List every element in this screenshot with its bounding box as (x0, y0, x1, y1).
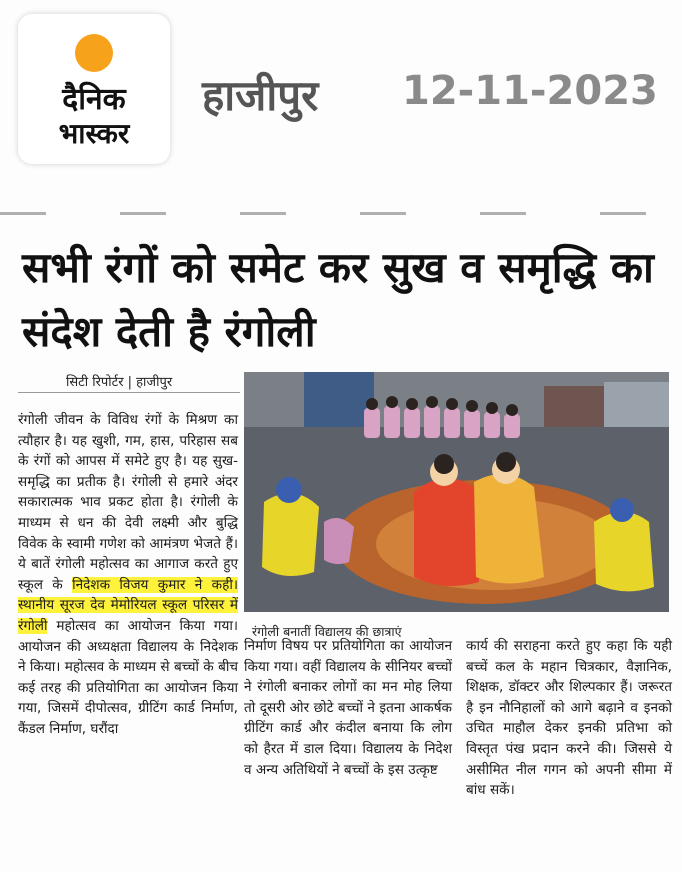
logo-line-2: भास्कर (58, 117, 130, 150)
highlighted-text: निदेशक विजय कुमार ने कही। स्थानीय सूरज देव मेमोरियल स्कूल परिसर में रंगोली (18, 576, 238, 634)
rangoli-photo-illustration (244, 372, 669, 612)
article-byline: सिटी रिपोर्टर | हाजीपुर (66, 375, 173, 390)
rangoli-photo (244, 372, 669, 612)
edition-date: 12-11-2023 (402, 68, 658, 114)
dainik-bhaskar-logo (18, 14, 170, 164)
photo-caption: रंगोली बनातीं विद्यालय की छात्राएं (252, 624, 402, 639)
article-column-1 (18, 410, 238, 740)
column-1-text-a: रंगोली जीवन के विविध रंगों के मिश्रण का त्यौहार है। यह खुशी, गम, हास, परिहास सब के रंगों को आपस में समेटे हुए है। यह सुख-समृद्धि का प्रतीक है। रंगोली से हमारे अंदर सकारात्मक भाव प्रकट होता है। रंगोली के माध्यम से धन की देवी लक्ष्मी और बुद्धि विवेक के स्वामी गणेश को आमंत्रण भेजते हैं। ये बातें रंगोली महोत्सव का आगाज करते हुए स्कूल के (18, 412, 238, 593)
column-1-text-b: महोत्सव का आयोजन किया गया। आयोजन की अध्यक्षता विद्यालय के निदेशक ने किया। महोत्सव के माध्यम से बच्चों के बीच कई तरह की प्रतियोगिता का आयोजन किया गया, जिसमें दीपोत्सव, ग्रीटिंग कार्ड निर्माण, कैंडल निर्माण, घरौंदा (18, 617, 238, 737)
section-divider (0, 212, 682, 215)
column-3-text: कार्य की सराहना करते हुए कहा कि यही बच्चें कल के महान चित्रकार, वैज्ञानिक, शिक्षक, डॉक्टर और शिल्पकार हैं। जरूरत है इन नौनिहालों को आगे बढ़ाने व इनको उचित माहौल देकर इनकी प्रतिभा को विस्तृत पंख प्रदान करने की। जिससे ये असीमित नील गगन को अपनी सीमा में बांध सकें। (466, 638, 672, 799)
logo-line-1: दैनिक (62, 82, 126, 117)
edition-city: हाजीपुर (202, 71, 319, 120)
article-headline: सभी रंगों को समेट कर सुख व समृद्धि का संदेश देती है रंगोली (22, 243, 654, 356)
sun-icon (75, 34, 113, 72)
column-2-text: निर्माण विषय पर प्रतियोगिता का आयोजन किया गया। वहीं विद्यालय के सीनियर बच्चों ने रंगोली बनाकर लोगों का मन मोह लिया तो दूसरी ओर छोटे बच्चों ने इतना आकर्षक ग्रीटिंग कार्ड और कंदील बनाया कि लोग को हैरत में डाल दिया। विद्यालय के निदेश व अन्य अतिथियों ने बच्चों के इस उत्कृष्ट (244, 638, 452, 778)
article-column-3 (466, 636, 672, 801)
byline-divider (18, 392, 240, 393)
article-column-2 (244, 636, 452, 780)
